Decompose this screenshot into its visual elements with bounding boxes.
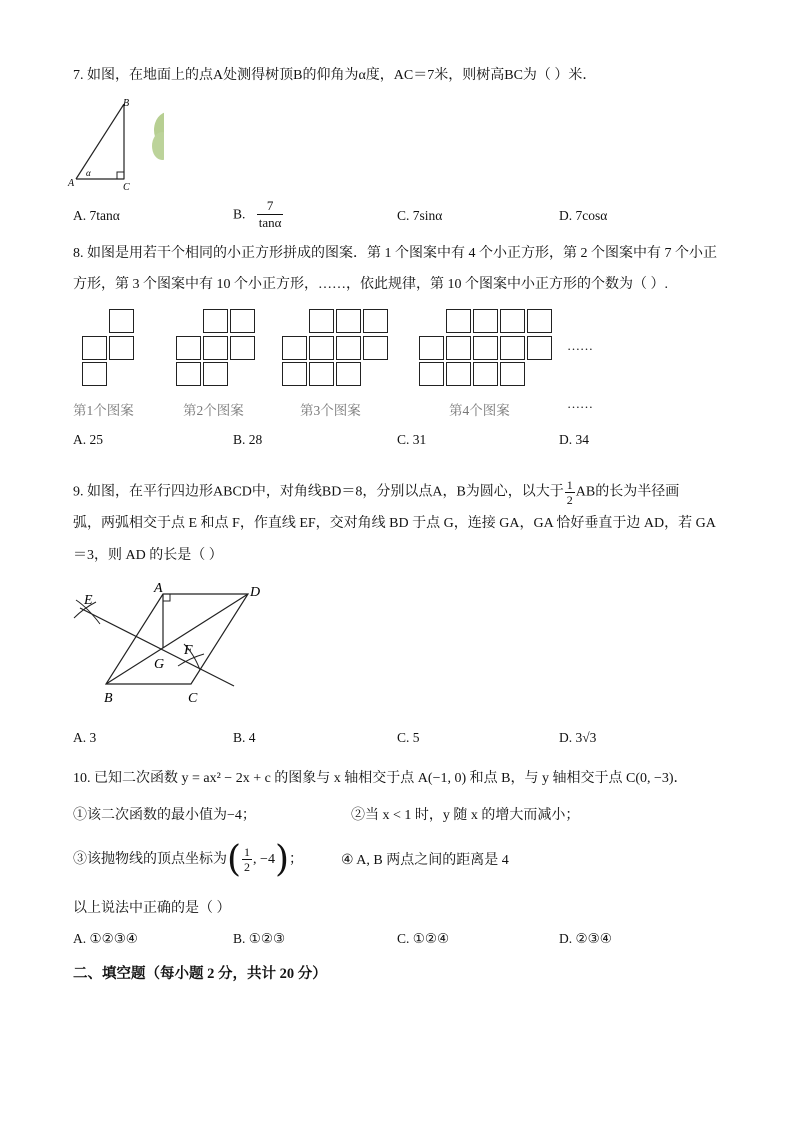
q9-option-c: C. 5 bbox=[397, 730, 420, 745]
q9-label-d: D bbox=[250, 585, 261, 600]
q9-option-a: A. 3 bbox=[73, 730, 97, 745]
q9-label-g: G bbox=[154, 657, 165, 672]
q7-option-c: C. 7sinα bbox=[397, 208, 443, 223]
q8-line1: 8. 如图是用若干个相同的小正方形拼成的图案．第 1 个图案中有 4 个小正方形，第 2 个图案中有 7 个小正 bbox=[73, 246, 717, 261]
q10-s3-pre: ③该抛物线的顶点坐标为 bbox=[73, 852, 227, 867]
q9-line3: ＝3，则 AD 的长是（ ） bbox=[73, 548, 223, 563]
q8-pattern-label-1: 第1个图案 bbox=[73, 403, 134, 418]
q9-label-e: E bbox=[84, 593, 93, 608]
q7-option-b-fraction bbox=[257, 198, 284, 231]
q10-statement-4: ④ A, B 两点之间的距离是 4 bbox=[341, 853, 509, 868]
q7-label-a: A bbox=[68, 178, 75, 189]
q8-pattern-label-4: 第4个图案 bbox=[449, 403, 510, 418]
q10-line1: 10. 已知二次函数 y = ax² − 2x + c 的图象与 x 轴相交于点 A(−1, 0) 和点 B，与 y 轴相交于点 C(0, −3)． bbox=[73, 771, 688, 786]
q7-tree-figure bbox=[64, 94, 164, 194]
q10-statement-3: ③该抛物线的顶点坐标为( $\frac{1}{2}$ , −4)； bbox=[73, 838, 303, 880]
q10-statement-2: ②当 x < 1 时，y 随 x 的增大而减小； bbox=[351, 808, 580, 823]
q8-option-c: C. 31 bbox=[397, 432, 427, 447]
q10-option-a: A. ①②③④ bbox=[73, 931, 138, 946]
q7-option-b-denominator: tanα bbox=[258, 215, 282, 230]
q9-line1-pre: 9. 如图，在平行四边形ABCD中，对角线BD＝8，分别以点A，B为圆心，以大于 bbox=[73, 484, 564, 500]
q7-option-b-label: B. bbox=[233, 206, 246, 222]
tree-icon bbox=[152, 104, 164, 166]
q9-parallelogram-figure bbox=[66, 578, 266, 713]
q8-option-b: B. 28 bbox=[233, 432, 263, 447]
q10-option-c: C. ①②④ bbox=[397, 931, 450, 946]
q7-text: 7. 如图，在地面上的点A处测得树顶B的仰角为α度，AC＝7米，则树高BC为（ ）米． bbox=[73, 68, 597, 83]
q7-option-d: D. 7cosα bbox=[559, 208, 608, 223]
q10-s3-numerator: 1 bbox=[244, 845, 251, 860]
q8-option-d: D. 34 bbox=[559, 432, 589, 447]
q7-label-alpha: α bbox=[86, 168, 91, 178]
q10-s3-tail: , −4 bbox=[253, 852, 275, 867]
q9-label-b: B bbox=[104, 691, 113, 706]
q8-option-a: A. 25 bbox=[73, 432, 103, 447]
q9-line1 bbox=[73, 478, 679, 507]
q9-option-d: D. 3√3 bbox=[559, 730, 597, 745]
q8-ellipsis-bottom: …… bbox=[567, 396, 593, 411]
q8-line2: 方形，第 3 个图案中有 10 个小正方形，……，依此规律，第 10 个图案中小正方形的个数为（ ）. bbox=[73, 277, 668, 292]
q7-option-b bbox=[233, 198, 284, 231]
q10-statement-1: ①该二次函数的最小值为−4； bbox=[73, 808, 256, 823]
q10-option-b: B. ①②③ bbox=[233, 931, 286, 946]
q7-label-b: B bbox=[123, 98, 130, 109]
q9-line1-post: AB的长为半径画 bbox=[575, 484, 680, 500]
q8-ellipsis-top: …… bbox=[567, 338, 593, 353]
q8-pattern-label-2: 第2个图案 bbox=[183, 403, 244, 418]
q9-frac-numerator: 1 bbox=[566, 478, 573, 492]
q10-s3-denominator: 2 bbox=[244, 860, 251, 875]
section2-title: 二、填空题（每小题 2 分，共计 20 分） bbox=[73, 966, 327, 982]
q9-option-b: B. 4 bbox=[233, 730, 256, 745]
q7-option-a: A. 7tanα bbox=[73, 208, 120, 223]
q10-s3-fraction bbox=[242, 845, 252, 874]
q9-line2: 弧，两弧相交于点 E 和点 F，作直线 EF，交对角线 BD 于点 G，连接 GA，GA 恰好垂直于边 AD，若 GA bbox=[73, 516, 716, 531]
q10-s3-end: ； bbox=[289, 852, 303, 867]
q7-option-b-numerator: 7 bbox=[257, 198, 284, 215]
q10-prompt: 以上说法中正确的是（ ） bbox=[73, 901, 231, 916]
q9-label-f: F bbox=[184, 643, 193, 658]
q9-label-c: C bbox=[188, 691, 198, 706]
q10-option-d: D. ②③④ bbox=[559, 931, 612, 946]
q9-half-fraction bbox=[565, 478, 575, 507]
q7-label-c: C bbox=[123, 182, 130, 193]
q8-pattern-label-3: 第3个图案 bbox=[300, 403, 361, 418]
q9-frac-denominator: 2 bbox=[566, 493, 573, 507]
q9-label-a: A bbox=[154, 581, 163, 596]
